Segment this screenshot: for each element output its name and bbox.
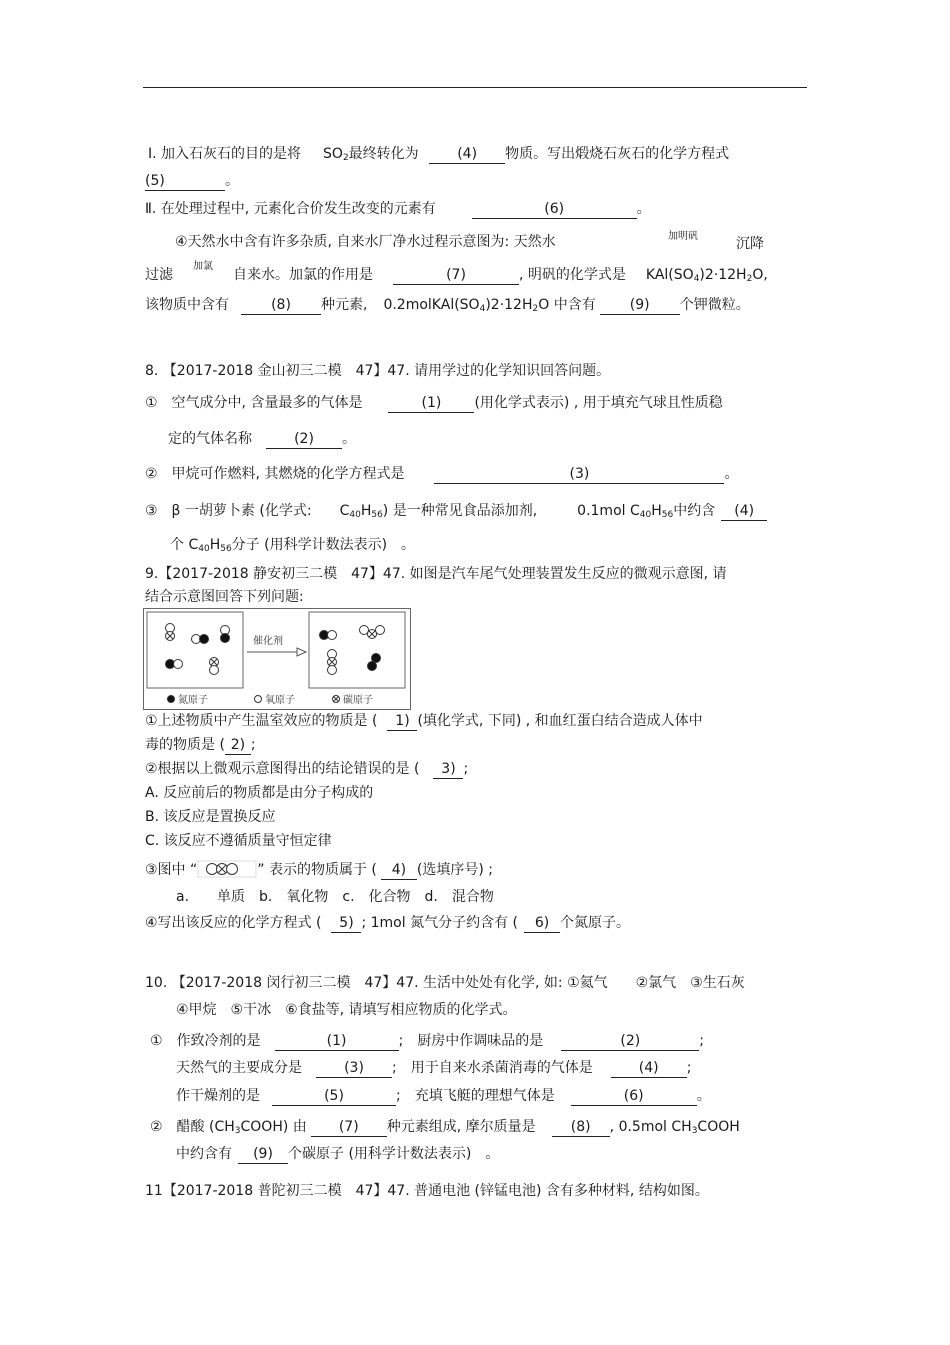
prev-line-4: ④天然水中含有许多杂质, 自来水厂净水过程示意图为: 天然水 bbox=[175, 234, 556, 250]
q10-blank-3[interactable]: (3) bbox=[316, 1059, 392, 1078]
q9-option-a: A. 反应前后的物质都是由分子构成的 bbox=[145, 785, 374, 801]
co2-molecule-icon bbox=[197, 860, 257, 878]
q9-option-b: B. 该反应是置换反应 bbox=[145, 809, 276, 825]
q10-line-2: 天然气的主要成分是 (3) ; 用于自来水杀菌消毒的气体是 (4) ; bbox=[176, 1060, 692, 1076]
q8-line-1: ① 空气成分中, 含量最多的气体是 (1) (用化学式表示) , 用于填充气球且性质稳 bbox=[145, 395, 723, 411]
blank-6[interactable]: (6) bbox=[472, 200, 637, 219]
q10-line-5: 中约含有 (9) 个碳原子 (用科学计数法表示) 。 bbox=[176, 1146, 500, 1162]
q9-blank-3[interactable]: 3) bbox=[433, 760, 463, 779]
q8-blank-1[interactable]: (1) bbox=[388, 394, 474, 413]
q9-blank-4[interactable]: 4) bbox=[381, 861, 417, 880]
q10-blank-1[interactable]: (1) bbox=[275, 1032, 399, 1051]
blank-5[interactable]: (5) bbox=[145, 172, 225, 191]
blank-9[interactable]: (9) bbox=[600, 296, 680, 315]
after-box bbox=[309, 612, 405, 688]
q10-line-1: ① 作致冷剂的是 (1) ; 厨房中作调味品的是 (2) ; bbox=[150, 1033, 704, 1049]
prev-line-6: 该物质中含有 (8) 种元素, $0.2molKAl(SO_4)2\cdot 12H_2O$ 中含有 (9) 个钾微粒。 bbox=[145, 297, 750, 314]
q8-line-2: 定的气体名称 (2) 。 bbox=[168, 431, 356, 447]
reaction-diagram bbox=[143, 608, 411, 710]
before-box bbox=[147, 612, 243, 688]
q10-blank-4[interactable]: (4) bbox=[611, 1059, 687, 1078]
legend-carbon: 碳原子 bbox=[343, 695, 373, 706]
blank-8[interactable]: (8) bbox=[241, 296, 321, 315]
q9-blank-1[interactable]: 1) bbox=[387, 712, 417, 731]
q9-line-5: ④写出该反应的化学方程式 ( 5) ; 1mol 氮气分子约含有 ( 6) 个氮原子。 bbox=[145, 915, 630, 931]
q9-blank-5[interactable]: 5) bbox=[331, 914, 361, 933]
q10-blank-9[interactable]: (9) bbox=[238, 1145, 288, 1164]
prev-line-2: (5) 。 bbox=[145, 173, 239, 189]
legend-oxygen: 氧原子 bbox=[265, 695, 295, 706]
q10-blank-8[interactable]: (8) bbox=[552, 1118, 610, 1137]
q11-title: 11【2017-2018 普陀初三二模 47】47. 普通电池 (锌锰电池) 含有多种材料, 结构如图。 bbox=[145, 1183, 709, 1199]
q10-title: 10. 【2017-2018 闵行初三二模 47】47. 生活中处处有化学, 如: ①氦气 ②氯气 ③生石灰 bbox=[145, 975, 745, 991]
prev-line-3: Ⅱ. 在处理过程中, 元素化合价发生改变的元素有 (6) 。 bbox=[145, 201, 651, 217]
q10-blank-7[interactable]: (7) bbox=[311, 1118, 387, 1137]
q9-option-c: C. 该反应不遵循质量守恒定律 bbox=[145, 833, 332, 849]
prev-line-1: Ⅰ. 加入石灰石的目的是将 $SO_2$最终转化为 (4) 物质。写出煅烧石灰石的化学方程式 bbox=[148, 146, 730, 163]
q10-blank-6[interactable]: (6) bbox=[571, 1087, 697, 1106]
q9-blank-2[interactable]: 2) bbox=[225, 736, 251, 755]
q9-line-4: ③图中 “ ” 表示的物质属于 ( 4) (选填序号) ; bbox=[145, 862, 493, 878]
q8-title: 8. 【2017-2018 金山初三二模 47】47. 请用学过的化学知识回答问题。 bbox=[145, 363, 611, 379]
q9-title: 9.【2017-2018 静安初三二模 47】47. 如图是汽车尾气处理装置发生反应的微观示意图, 请 bbox=[145, 566, 727, 582]
prev-line-5: 自来水。加氯的作用是 (7) , 明矾的化学式是 $KAl(SO_4)2\cdot 12H_2O$, bbox=[233, 267, 768, 284]
q10-blank-5[interactable]: (5) bbox=[272, 1087, 396, 1106]
q8-line-5: 个 $C_{40}H_{56}$分子 (用科学计数法表示) 。 bbox=[170, 537, 416, 554]
q9-line-1: ①上述物质中产生温室效应的物质是 ( 1) (填化学式, 下同) , 和血红蛋白结合造成人体中 bbox=[145, 713, 703, 729]
blank-7[interactable]: (7) bbox=[393, 266, 519, 285]
q10-blank-2[interactable]: (2) bbox=[561, 1032, 699, 1051]
q9-choices: a. 单质 b. 氧化物 c. 化合物 d. 混合物 bbox=[176, 889, 494, 905]
q8-line-3: ② 甲烷可作燃料, 其燃烧的化学方程式是 (3) 。 bbox=[145, 466, 739, 482]
q8-blank-4[interactable]: (4) bbox=[721, 502, 767, 521]
settle-label: 沉降 bbox=[736, 236, 764, 252]
filter-label: 过滤 bbox=[145, 267, 173, 283]
alum-label: 加明矾 bbox=[668, 231, 698, 242]
q8-blank-2[interactable]: (2) bbox=[266, 430, 342, 449]
q9-title-2: 结合示意图回答下列问题: bbox=[145, 589, 304, 605]
q8-line-4: ③ β 一胡萝卜素 (化学式: $C_{40}H_{56}$) 是一种常见食品添加剂, 0.1mol $C_{40}H_{56}$中约含 (4) bbox=[145, 502, 767, 524]
q8-blank-3[interactable]: (3) bbox=[434, 465, 724, 484]
catalyst-label: 催化剂 bbox=[253, 636, 283, 647]
chlorine-label: 加氯 bbox=[193, 261, 213, 272]
legend-nitrogen: 氮原子 bbox=[178, 695, 208, 706]
blank-4[interactable]: (4) bbox=[429, 145, 505, 164]
q9-blank-6[interactable]: 6) bbox=[524, 914, 560, 933]
q10-line-3: 作干燥剂的是 (5) ; 充填飞艇的理想气体是 (6) 。 bbox=[176, 1088, 711, 1104]
q10-title-2: ④甲烷 ⑤干冰 ⑥食盐等, 请填写相应物质的化学式。 bbox=[176, 1002, 517, 1018]
q10-line-4: ② 醋酸 $(CH_3COOH)$ 由 (7) 种元素组成, 摩尔质量是 (8) , 0.5mol $CH_3COOH$ bbox=[150, 1119, 740, 1136]
q9-line-2: 毒的物质是 ( 2) ; bbox=[145, 737, 256, 753]
q9-line-3: ②根据以上微观示意图得出的结论错误的是 ( 3) ; bbox=[145, 761, 469, 777]
top-rule bbox=[143, 87, 807, 88]
